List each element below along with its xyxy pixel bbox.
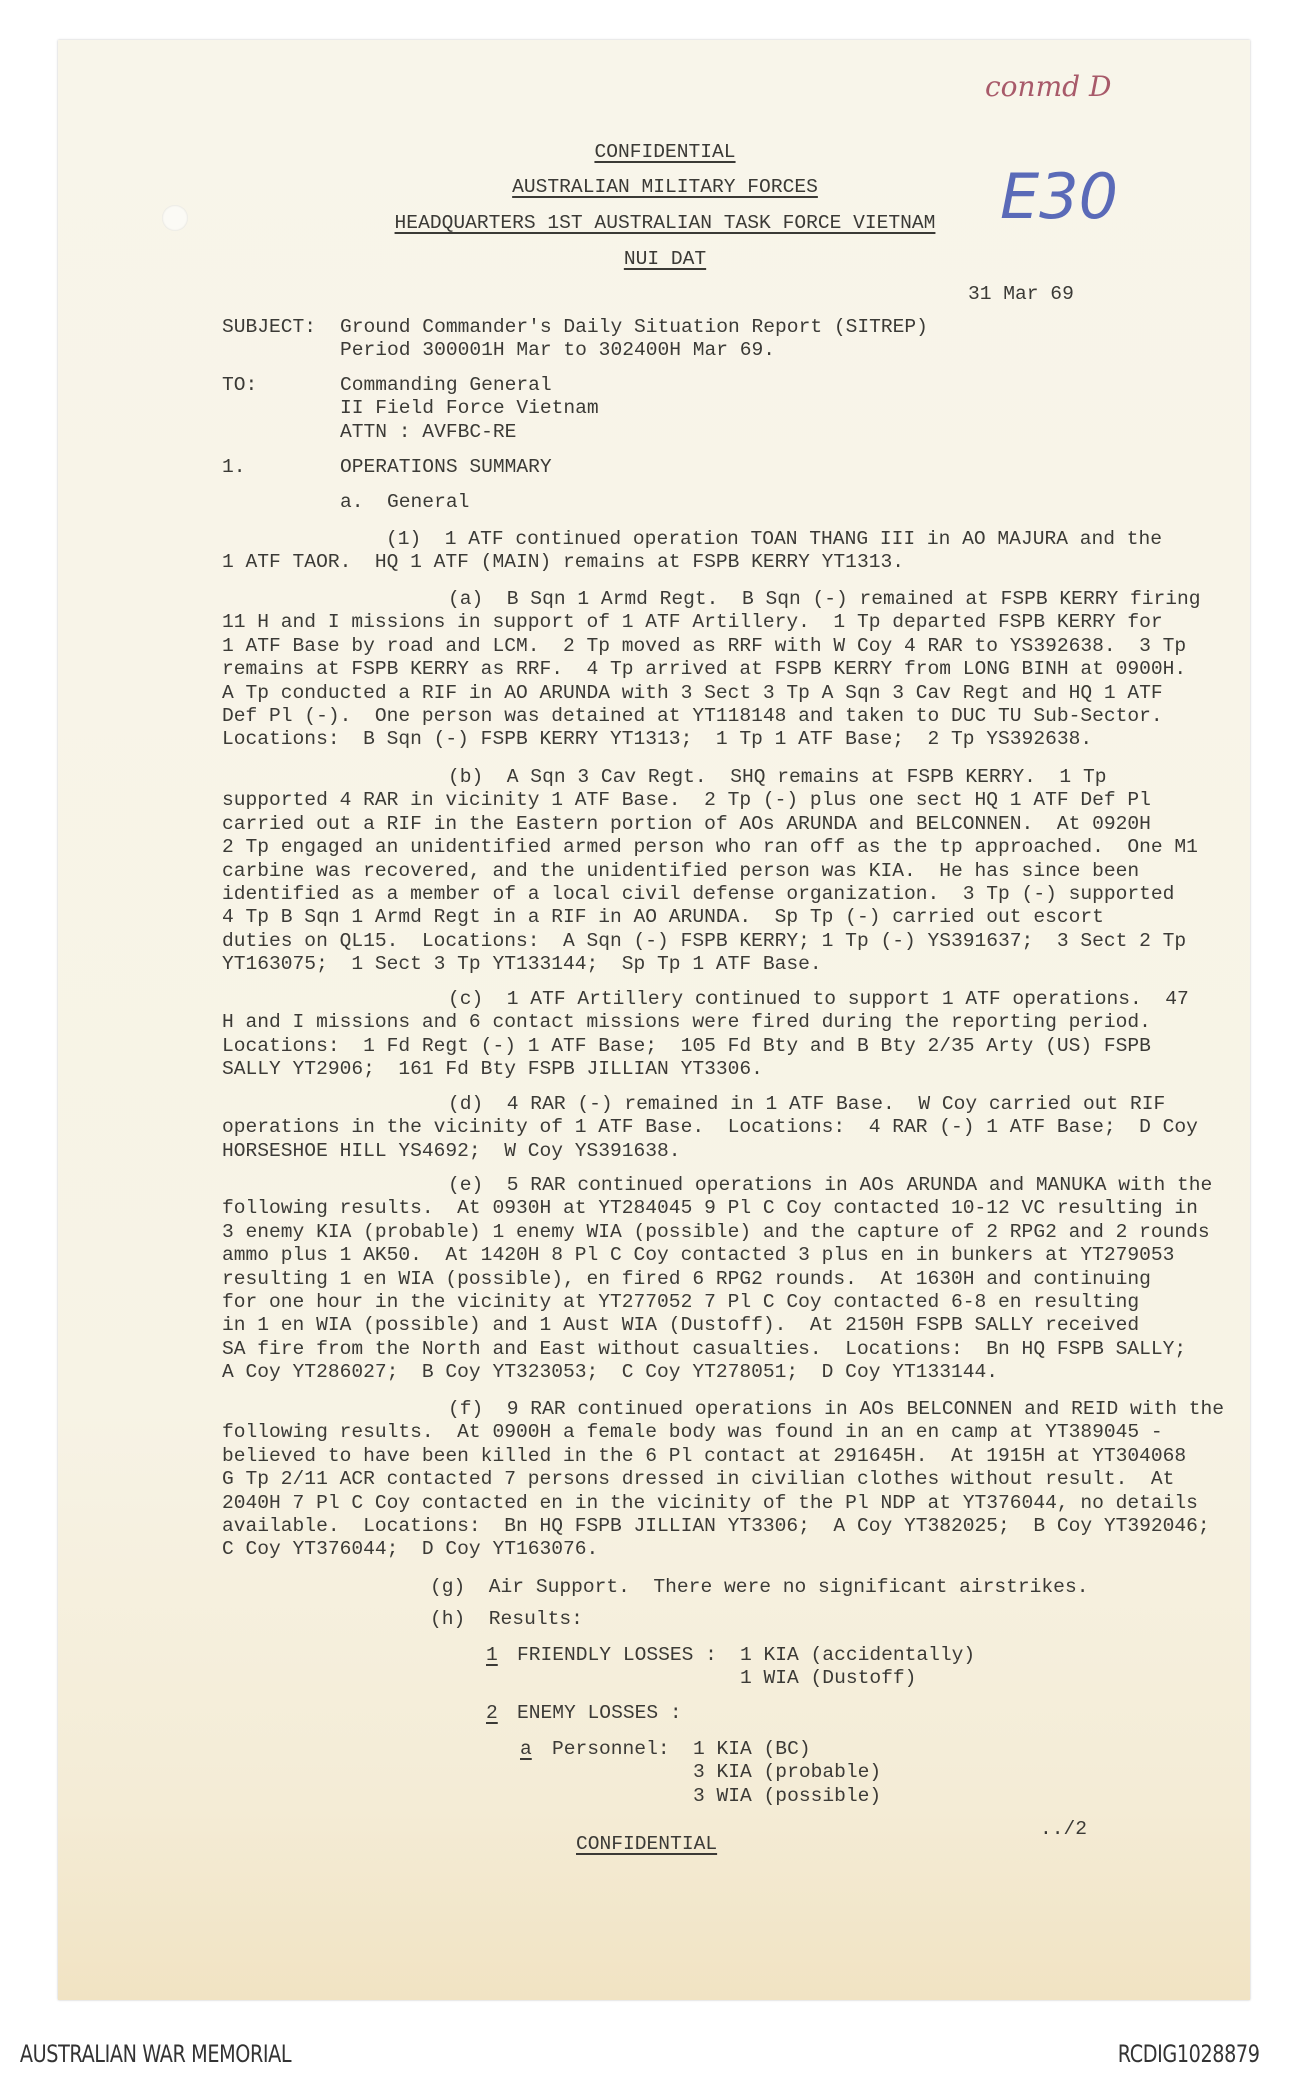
text-line: A Tp conducted a RIF in AO ARUNDA with 3 Sect 3 Tp A Sqn 3 Cav Regt and HQ 1 ATF [222, 681, 1163, 704]
archive-name: AUSTRALIAN WAR MEMORIAL [19, 2040, 292, 2068]
subsection-general: a. General [340, 491, 470, 513]
text-line: following results. At 0900H a female body was found in an en camp at YT389045 - [222, 1421, 1163, 1444]
personnel-label: Personnel: [552, 1738, 670, 1760]
text-line: identified as a member of a local civil defense organization. 3 Tp (-) supported [222, 882, 1175, 905]
paragraph-f [222, 1398, 1224, 1562]
text-line: (a) B Sqn 1 Armd Regt. B Sqn (-) remained at FSPB KERRY firing [448, 588, 1201, 610]
text-line: C Coy YT376044; D Coy YT163076. [222, 1538, 599, 1561]
classification-header: CONFIDENTIAL [594, 141, 736, 163]
text-line: 1 KIA (BC) [693, 1738, 811, 1760]
text-line: for one hour in the vicinity at YT277052 7 Pl C Coy contacted 6-8 en resulting [222, 1290, 1140, 1313]
text-line: Def Pl (-). One person was detained at YT118148 and taken to DUC TU Sub-Sector. [222, 704, 1163, 727]
friendly-losses-number: 1 [486, 1644, 498, 1666]
text-line: (h) Results: [430, 1608, 583, 1630]
hq-header: HEADQUARTERS 1ST AUSTRALIAN TASK FORCE VIETNAM [394, 212, 936, 234]
text-line: believed to have been killed in the 6 Pl contact at 291645H. At 1915H at YT304068 [222, 1444, 1187, 1467]
text-line: H and I missions and 6 contact missions were fired during the reporting period. [222, 1011, 1151, 1034]
paragraph-1 [222, 528, 1162, 575]
text-line: Commanding General [340, 374, 552, 396]
paragraph-g [430, 1576, 1088, 1599]
text-line: 11 H and I missions in support of 1 ATF Artillery. 1 Tp departed FSPB KERRY for [222, 611, 1163, 634]
text-line: 1 ATF Base by road and LCM. 2 Tp moved as RRF with W Coy 4 RAR to YS392638. 3 Tp [222, 634, 1187, 657]
text-line: 1 WIA (Dustoff) [740, 1667, 917, 1690]
enemy-losses-number: 2 [486, 1702, 498, 1724]
text-line: 3 KIA (probable) [693, 1761, 882, 1784]
text-line: (g) Air Support. There were no significant airstrikes. [430, 1576, 1089, 1598]
paragraph-c [222, 988, 1189, 1082]
addressee [340, 374, 599, 444]
text-line: ATTN : AVFBC-RE [340, 420, 517, 443]
section-number: 1. [222, 456, 246, 478]
paragraph-b [222, 766, 1198, 977]
text-line: (c) 1 ATF Artillery continued to support 1 ATF operations. 47 [448, 988, 1189, 1010]
text-line: SALLY YT2906; 161 Fd Bty FSPB JILLIAN YT3306. [222, 1058, 763, 1081]
text-line: 3 enemy KIA (probable) 1 enemy WIA (possible) and the capture of 2 RPG2 and 2 rounds [222, 1220, 1210, 1243]
text-line: (d) 4 RAR (-) remained in 1 ATF Base. W Coy carried out RIF [448, 1093, 1166, 1115]
text-line: A Coy YT286027; B Coy YT323053; C Coy YT278051; D Coy YT133144. [222, 1361, 999, 1384]
text-line: (e) 5 RAR continued operations in AOs ARUNDA and MANUKA with the [448, 1174, 1213, 1196]
text-line: following results. At 0930H at YT284045 9 Pl C Coy contacted 10-12 VC resulting in [222, 1197, 1198, 1220]
text-line: carried out a RIF in the Eastern portion of AOs ARUNDA and BELCONNEN. At 0920H [222, 812, 1151, 835]
handwritten-folio: E30 [1000, 160, 1119, 233]
text-line: G Tp 2/11 ACR contacted 7 persons dressed in civilian clothes without result. At [222, 1468, 1175, 1491]
text-line: carbine was recovered, and the unidentified person was KIA. He has since been [222, 859, 1140, 882]
text-line: (f) 9 RAR continued operations in AOs BELCONNEN and REID with the [448, 1398, 1225, 1420]
text-line: 1 ATF TAOR. HQ 1 ATF (MAIN) remains at FSPB KERRY YT1313. [222, 551, 904, 574]
paragraph-h [430, 1608, 583, 1631]
text-line: (b) A Sqn 3 Cav Regt. SHQ remains at FSPB KERRY. 1 Tp [448, 766, 1107, 788]
text-line: 4 Tp B Sqn 1 Armd Regt in a RIF in AO ARUNDA. Sp Tp (-) carried out escort [222, 906, 1104, 929]
text-line: operations in the vicinity of 1 ATF Base. Locations: 4 RAR (-) 1 ATF Base; D Coy [222, 1116, 1198, 1139]
location-header: NUI DAT [623, 248, 707, 270]
text-line: Locations: 1 Fd Regt (-) 1 ATF Base; 105 Fd Bty and B Bty 2/35 Arty (US) FSPB [222, 1034, 1151, 1057]
org-header: AUSTRALIAN MILITARY FORCES [512, 176, 818, 198]
friendly-losses-label: FRIENDLY LOSSES : [517, 1644, 717, 1666]
paragraph-a [222, 588, 1201, 752]
section-title: OPERATIONS SUMMARY [340, 456, 552, 478]
subject-text [340, 316, 928, 363]
paragraph-e [222, 1174, 1212, 1385]
text-line: remains at FSPB KERRY as RRF. 4 Tp arrived at FSPB KERRY from LONG BINH at 0900H. [222, 658, 1187, 681]
record-id: RCDIG1028879 [1117, 2040, 1260, 2068]
text-line: available. Locations: Bn HQ FSPB JILLIAN YT3306; A Coy YT382025; B Coy YT392046; [222, 1514, 1210, 1537]
enemy-losses-label: ENEMY LOSSES : [517, 1702, 682, 1724]
text-line: Ground Commander's Daily Situation Report (SITREP) [340, 316, 928, 338]
text-line: HORSESHOE HILL YS4692; W Coy YS391638. [222, 1139, 681, 1162]
text-line: Period 300001H Mar to 302400H Mar 69. [340, 339, 776, 362]
text-line: in 1 en WIA (possible) and 1 Aust WIA (Dustoff). At 2150H FSPB SALLY received [222, 1314, 1140, 1337]
text-line: duties on QL15. Locations: A Sqn (-) FSPB KERRY; 1 Tp (-) YS391637; 3 Sect 2 Tp [222, 929, 1187, 952]
subject-label: SUBJECT: [222, 316, 317, 338]
text-line: 2 Tp engaged an unidentified armed person who ran off as the tp approached. One M1 [222, 836, 1198, 859]
paragraph-d [222, 1093, 1198, 1163]
text-line: II Field Force Vietnam [340, 397, 599, 420]
text-line: (1) 1 ATF continued operation TOAN THANG III in AO MAJURA and the [386, 528, 1163, 550]
handwritten-note: conmd D [985, 70, 1112, 103]
personnel-letter: a [520, 1738, 532, 1760]
to-label: TO: [222, 374, 258, 396]
text-line: 1 KIA (accidentally) [740, 1644, 976, 1666]
text-line: resulting 1 en WIA (possible), en fired 6 RPG2 rounds. At 1630H and continuing [222, 1267, 1151, 1290]
text-line: supported 4 RAR in vicinity 1 ATF Base. 2 Tp (-) plus one sect HQ 1 ATF Def Pl [222, 789, 1151, 812]
text-line: YT163075; 1 Sect 3 Tp YT133144; Sp Tp 1 ATF Base. [222, 953, 822, 976]
personnel-values [693, 1738, 881, 1808]
text-line: 3 WIA (possible) [693, 1784, 882, 1807]
page-continued: ../2 [1040, 1818, 1088, 1840]
friendly-losses-values [740, 1644, 975, 1691]
classification-footer: CONFIDENTIAL [576, 1833, 718, 1855]
text-line: SA fire from the North and East without casualties. Locations: Bn HQ FSPB SALLY; [222, 1337, 1187, 1360]
text-line: Locations: B Sqn (-) FSPB KERRY YT1313; 1 Tp 1 ATF Base; 2 Tp YS392638. [222, 728, 1093, 751]
document-date: 31 Mar 69 [968, 283, 1074, 305]
text-line: ammo plus 1 AK50. At 1420H 8 Pl C Coy contacted 3 plus en in bunkers at YT279053 [222, 1244, 1175, 1267]
text-line: 2040H 7 Pl C Coy contacted en in the vicinity of the Pl NDP at YT376044, no details [222, 1491, 1198, 1514]
